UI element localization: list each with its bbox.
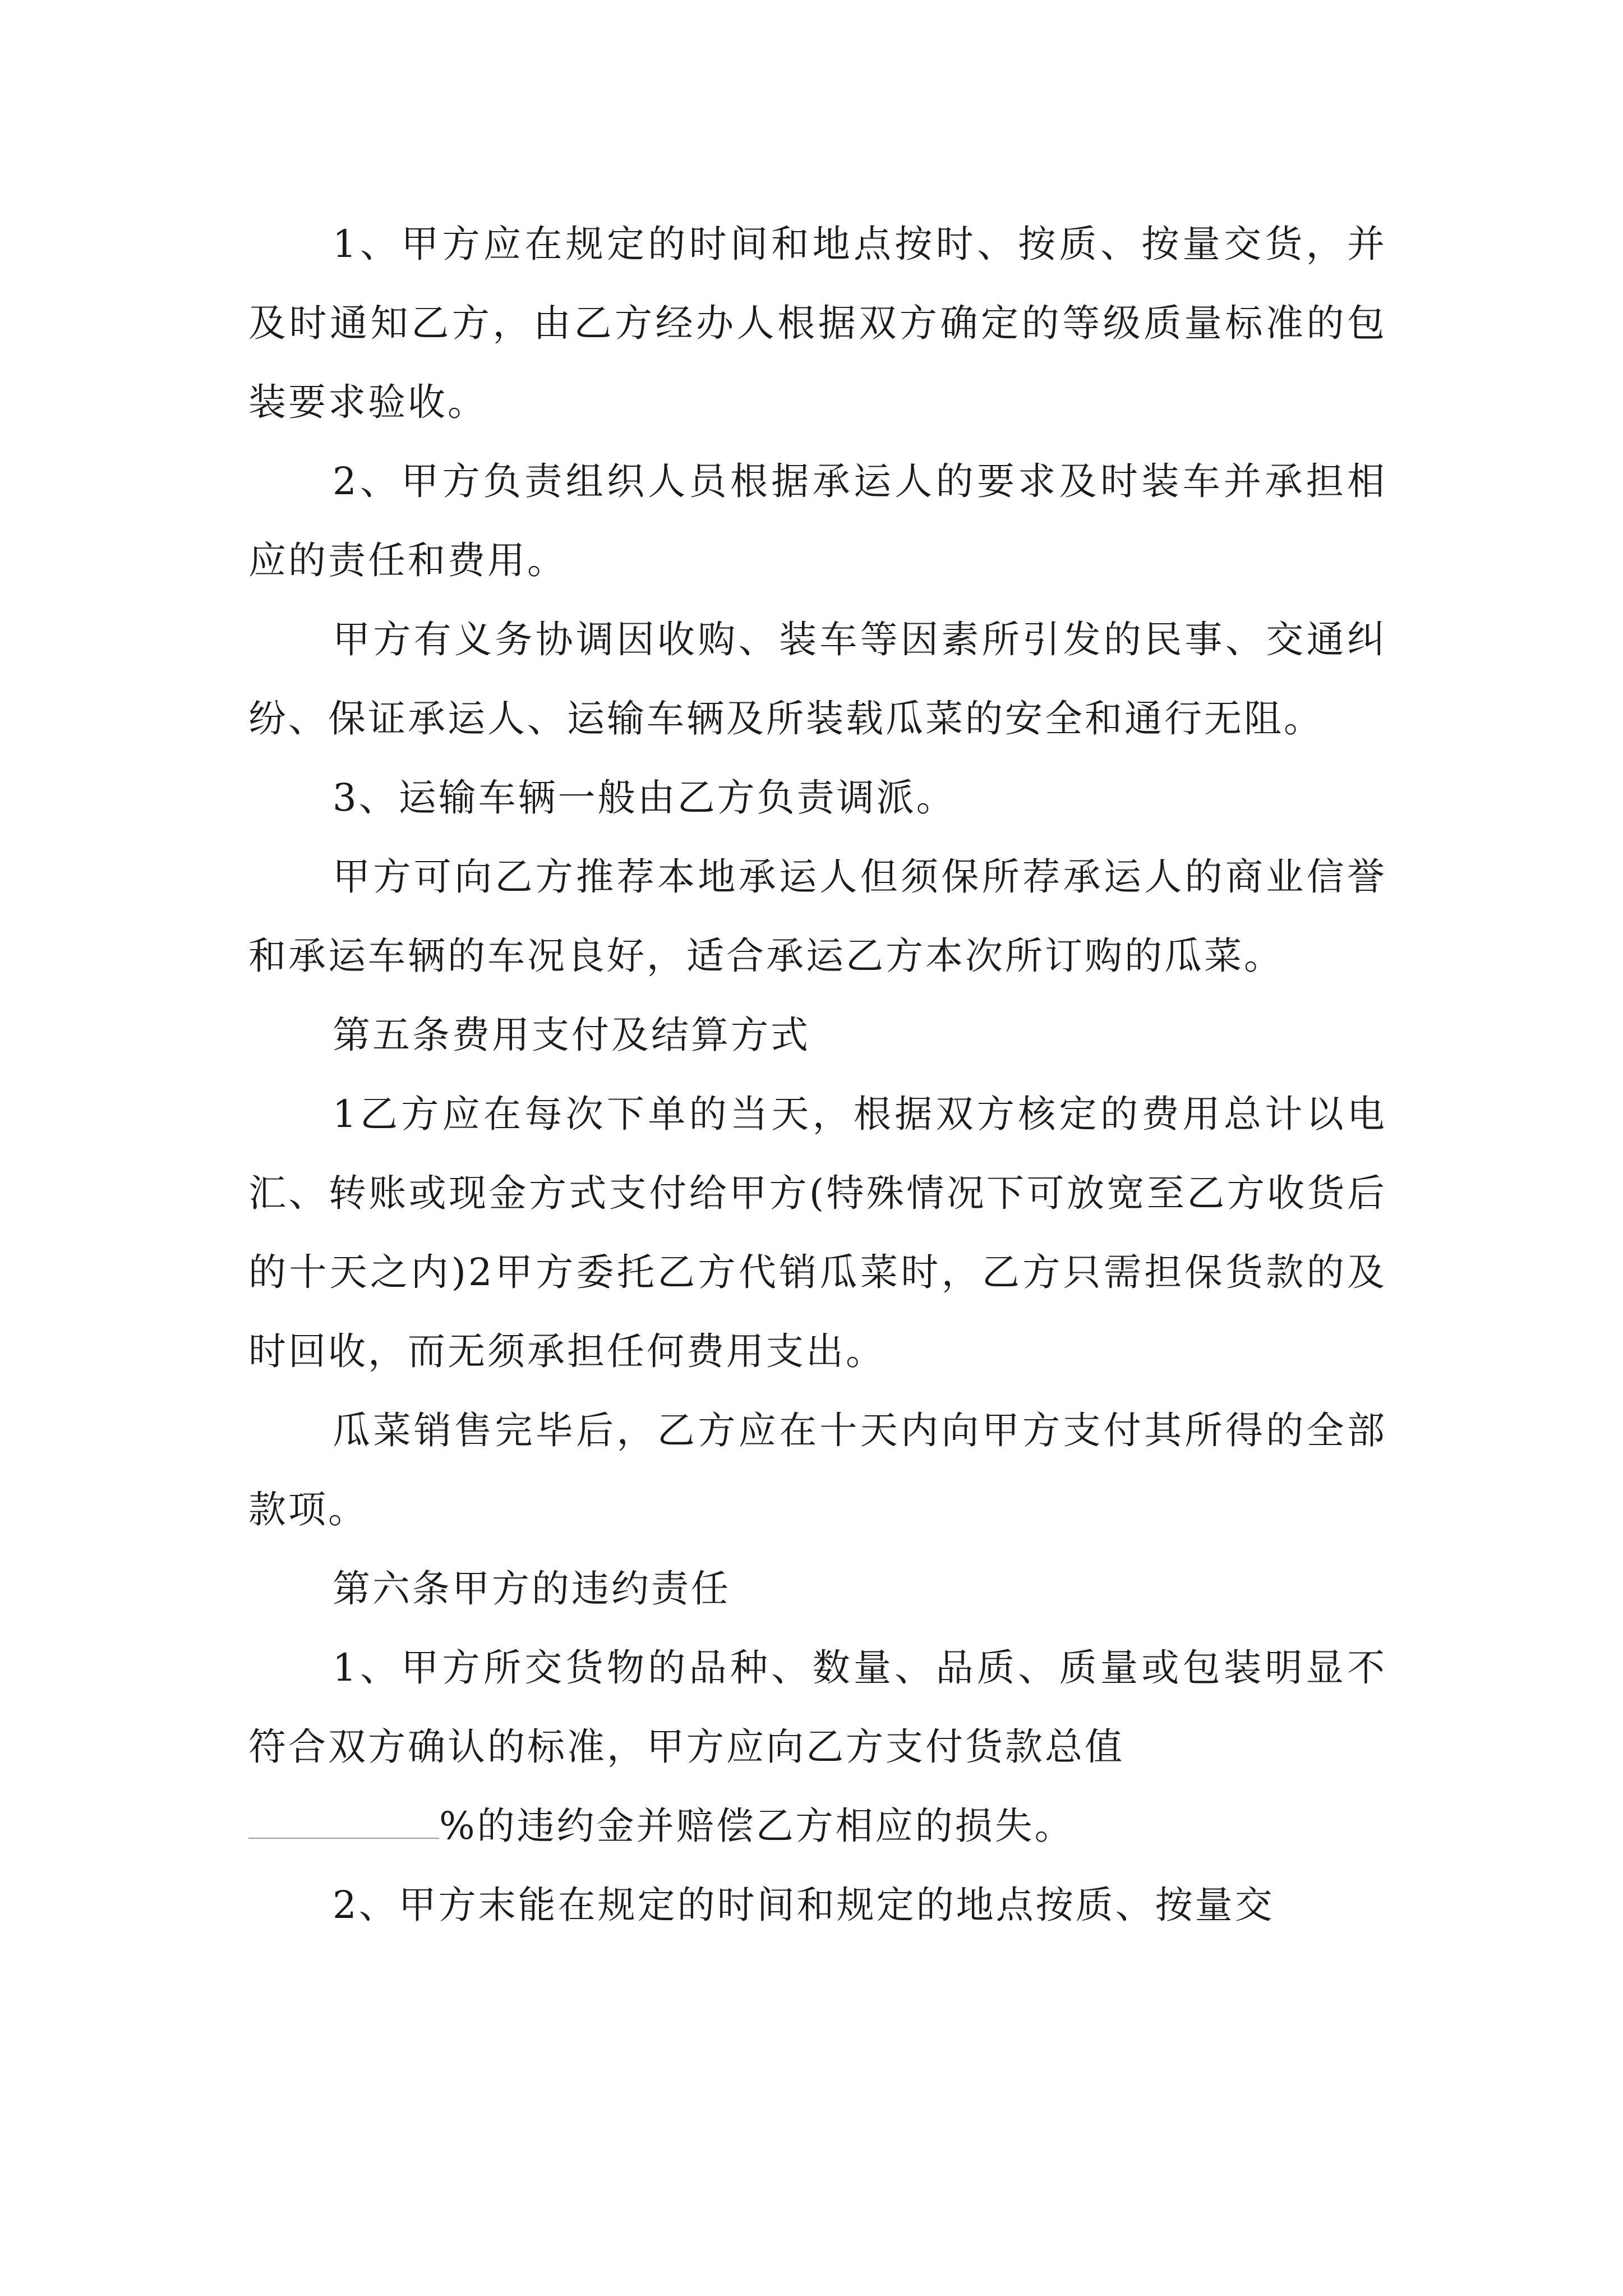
paragraph-7: 1乙方应在每次下单的当天，根据双方核定的费用总计以电汇、转账或现金方式支付给甲方(特殊情况下可放宽至乙方收货后的十天之内)2甲方委托乙方代销瓜菜时，乙方只需担保货款的及时回收，而无须承担任何费用支出。	[248, 1092, 1387, 1373]
section-heading-5: 第五条费用支付及结算方式	[333, 1013, 810, 1057]
paragraph-12: 2、甲方末能在规定的时间和规定的地点按质、按量交	[333, 1883, 1275, 1927]
paragraph-3: 甲方有义务协调因收购、装车等因素所引发的民事、交通纠纷、保证承运人、运输车辆及所装载瓜菜的安全和通行无阻。	[248, 618, 1387, 740]
document-body	[248, 205, 1387, 1945]
paragraph-10: 1、甲方所交货物的品种、数量、品质、质量或包装明显不符合双方确认的标准，甲方应向乙方支付货款总值	[248, 1646, 1387, 1769]
section-heading-6: 第六条甲方的违约责任	[333, 1567, 731, 1611]
fill-in-blank-line	[248, 1838, 439, 1839]
paragraph-8: 瓜菜销售完毕后，乙方应在十天内向甲方支付其所得的全部款项。	[248, 1409, 1387, 1531]
paragraph-4: 3、运输车辆一般由乙方负责调派。	[333, 776, 956, 820]
paragraph-5: 甲方可向乙方推荐本地承运人但须保所荐承运人的商业信誉和承运车辆的车况良好，适合承运乙方本次所订购的瓜菜。	[248, 855, 1387, 978]
paragraph-2: 2、甲方负责组织人员根据承运人的要求及时装车并承担相应的责任和费用。	[248, 459, 1387, 582]
paragraph-11-text: %的违约金并赔偿乙方相应的损失。	[439, 1804, 1075, 1848]
paragraph-1: 1、甲方应在规定的时间和地点按时、按质、按量交货，并及时通知乙方，由乙方经办人根据双方确定的等级质量标准的包装要求验收。	[248, 222, 1387, 424]
paragraph-11	[248, 1787, 1387, 1866]
